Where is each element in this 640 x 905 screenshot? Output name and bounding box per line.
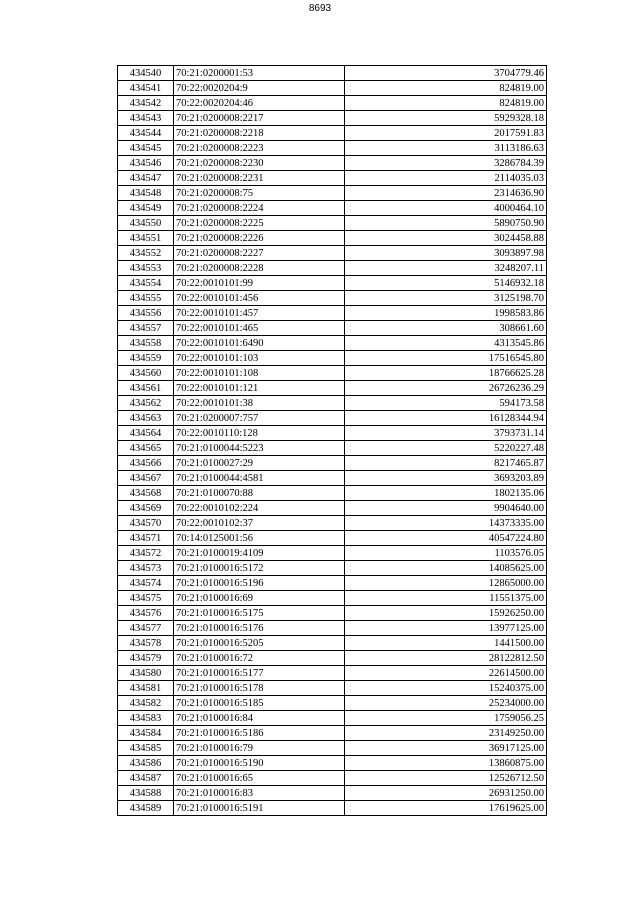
cadastral-value-cell: 17619625.00: [345, 801, 547, 816]
cadastral-value-cell: 2314636.90: [345, 186, 547, 201]
table-row: [118, 606, 547, 621]
row-number-cell: 434565: [118, 441, 174, 456]
cadastral-value-cell: 824819.00: [345, 81, 547, 96]
table-row: [118, 321, 547, 336]
table-row: [118, 771, 547, 786]
row-number-cell: 434578: [118, 636, 174, 651]
cadastral-number-cell: 70:22:0010110:128: [174, 426, 345, 441]
cadastral-value-cell: 15926250.00: [345, 606, 547, 621]
table-row: [118, 471, 547, 486]
row-number-cell: 434542: [118, 96, 174, 111]
cadastral-number-cell: 70:21:0100016:5196: [174, 576, 345, 591]
cadastral-value-cell: 5146932.18: [345, 276, 547, 291]
row-number-cell: 434588: [118, 786, 174, 801]
table-row: [118, 456, 547, 471]
table-row: [118, 366, 547, 381]
row-number-cell: 434560: [118, 366, 174, 381]
row-number-cell: 434547: [118, 171, 174, 186]
row-number-cell: 434548: [118, 186, 174, 201]
cadastral-number-cell: 70:22:0010101:103: [174, 351, 345, 366]
cadastral-value-cell: 1759056.25: [345, 711, 547, 726]
table-row: [118, 351, 547, 366]
cadastral-value-cell: 12526712.50: [345, 771, 547, 786]
table-row: [118, 711, 547, 726]
cadastral-value-cell: 25234000.00: [345, 696, 547, 711]
cadastral-value-table: [117, 65, 547, 816]
row-number-cell: 434568: [118, 486, 174, 501]
cadastral-number-cell: 70:21:0100016:84: [174, 711, 345, 726]
cadastral-number-cell: 70:22:0010101:38: [174, 396, 345, 411]
cadastral-number-cell: 70:21:0100016:65: [174, 771, 345, 786]
table-row: [118, 336, 547, 351]
table-row: [118, 576, 547, 591]
table-row: [118, 276, 547, 291]
table-row: [118, 621, 547, 636]
row-number-cell: 434551: [118, 231, 174, 246]
cadastral-value-cell: 3113186.63: [345, 141, 547, 156]
table-row: [118, 96, 547, 111]
cadastral-value-cell: 3248207.11: [345, 261, 547, 276]
row-number-cell: 434541: [118, 81, 174, 96]
row-number-cell: 434557: [118, 321, 174, 336]
table-row: [118, 591, 547, 606]
cadastral-number-cell: 70:21:0200007:757: [174, 411, 345, 426]
cadastral-value-cell: 5929328.18: [345, 111, 547, 126]
cadastral-value-cell: 22614500.00: [345, 666, 547, 681]
cadastral-number-cell: 70:21:0100019:4109: [174, 546, 345, 561]
cadastral-number-cell: 70:22:0010101:465: [174, 321, 345, 336]
cadastral-number-cell: 70:21:0100070:88: [174, 486, 345, 501]
table-row: [118, 246, 547, 261]
cadastral-number-cell: 70:21:0100016:5177: [174, 666, 345, 681]
cadastral-number-cell: 70:21:0100044:4581: [174, 471, 345, 486]
cadastral-value-cell: 13860875.00: [345, 756, 547, 771]
cadastral-number-cell: 70:21:0100027:29: [174, 456, 345, 471]
cadastral-value-cell: 18766625.28: [345, 366, 547, 381]
table-row: [118, 291, 547, 306]
row-number-cell: 434556: [118, 306, 174, 321]
table-row: [118, 231, 547, 246]
cadastral-value-cell: 1802135.06: [345, 486, 547, 501]
cadastral-number-cell: 70:21:0200008:2231: [174, 171, 345, 186]
cadastral-value-cell: 3693203.89: [345, 471, 547, 486]
cadastral-number-cell: 70:21:0100016:79: [174, 741, 345, 756]
table-row: [118, 66, 547, 81]
row-number-cell: 434575: [118, 591, 174, 606]
table-row: [118, 186, 547, 201]
table-row: [118, 111, 547, 126]
cadastral-number-cell: 70:21:0100016:72: [174, 651, 345, 666]
row-number-cell: 434546: [118, 156, 174, 171]
row-number-cell: 434587: [118, 771, 174, 786]
table-row: [118, 561, 547, 576]
row-number-cell: 434571: [118, 531, 174, 546]
cadastral-number-cell: 70:21:0200008:2218: [174, 126, 345, 141]
cadastral-number-cell: 70:22:0020204:9: [174, 81, 345, 96]
row-number-cell: 434572: [118, 546, 174, 561]
cadastral-value-cell: 11551375.00: [345, 591, 547, 606]
row-number-cell: 434583: [118, 711, 174, 726]
cadastral-number-cell: 70:21:0100044:5223: [174, 441, 345, 456]
row-number-cell: 434550: [118, 216, 174, 231]
cadastral-number-cell: 70:21:0200008:2226: [174, 231, 345, 246]
cadastral-number-cell: 70:21:0200008:75: [174, 186, 345, 201]
cadastral-value-cell: 14373335.00: [345, 516, 547, 531]
cadastral-value-cell: 3793731.14: [345, 426, 547, 441]
cadastral-value-cell: 3093897.98: [345, 246, 547, 261]
table-row: [118, 801, 547, 816]
table-row: [118, 501, 547, 516]
cadastral-number-cell: 70:21:0200001:53: [174, 66, 345, 81]
cadastral-number-cell: 70:21:0100016:5185: [174, 696, 345, 711]
cadastral-value-cell: 26931250.00: [345, 786, 547, 801]
cadastral-number-cell: 70:21:0100016:69: [174, 591, 345, 606]
cadastral-value-cell: 14085625.00: [345, 561, 547, 576]
table-row: [118, 126, 547, 141]
table-row: [118, 381, 547, 396]
cadastral-value-cell: 15240375.00: [345, 681, 547, 696]
table-row: [118, 786, 547, 801]
table-row: [118, 741, 547, 756]
cadastral-value-cell: 2017591.83: [345, 126, 547, 141]
row-number-cell: 434555: [118, 291, 174, 306]
cadastral-value-cell: 4313545.86: [345, 336, 547, 351]
row-number-cell: 434586: [118, 756, 174, 771]
cadastral-value-cell: 1998583.86: [345, 306, 547, 321]
cadastral-value-cell: 40547224.80: [345, 531, 547, 546]
table-row: [118, 516, 547, 531]
cadastral-number-cell: 70:21:0200008:2217: [174, 111, 345, 126]
row-number-cell: 434562: [118, 396, 174, 411]
table-row: [118, 156, 547, 171]
cadastral-value-cell: 13977125.00: [345, 621, 547, 636]
cadastral-number-cell: 70:21:0100016:5205: [174, 636, 345, 651]
row-number-cell: 434577: [118, 621, 174, 636]
table-row: [118, 726, 547, 741]
table-row: [118, 426, 547, 441]
row-number-cell: 434566: [118, 456, 174, 471]
table-row: [118, 171, 547, 186]
table-row: [118, 306, 547, 321]
table-row: [118, 201, 547, 216]
row-number-cell: 434569: [118, 501, 174, 516]
row-number-cell: 434544: [118, 126, 174, 141]
cadastral-value-cell: 4000464.10: [345, 201, 547, 216]
row-number-cell: 434549: [118, 201, 174, 216]
cadastral-number-cell: 70:21:0200008:2224: [174, 201, 345, 216]
cadastral-number-cell: 70:21:0200008:2230: [174, 156, 345, 171]
table-row: [118, 636, 547, 651]
cadastral-number-cell: 70:21:0200008:2227: [174, 246, 345, 261]
row-number-cell: 434561: [118, 381, 174, 396]
cadastral-number-cell: 70:22:0010101:99: [174, 276, 345, 291]
row-number-cell: 434573: [118, 561, 174, 576]
row-number-cell: 434576: [118, 606, 174, 621]
cadastral-number-cell: 70:22:0010102:224: [174, 501, 345, 516]
cadastral-value-cell: 16128344.94: [345, 411, 547, 426]
row-number-cell: 434563: [118, 411, 174, 426]
cadastral-value-cell: 1441500.00: [345, 636, 547, 651]
row-number-cell: 434567: [118, 471, 174, 486]
row-number-cell: 434545: [118, 141, 174, 156]
table-row: [118, 651, 547, 666]
row-number-cell: 434579: [118, 651, 174, 666]
row-number-cell: 434589: [118, 801, 174, 816]
cadastral-number-cell: 70:21:0200008:2223: [174, 141, 345, 156]
row-number-cell: 434570: [118, 516, 174, 531]
cadastral-number-cell: 70:21:0100016:5176: [174, 621, 345, 636]
cadastral-value-cell: 3286784.39: [345, 156, 547, 171]
table-row: [118, 441, 547, 456]
cadastral-number-cell: 70:22:0010101:108: [174, 366, 345, 381]
cadastral-number-cell: 70:22:0010101:456: [174, 291, 345, 306]
row-number-cell: 434580: [118, 666, 174, 681]
row-number-cell: 434584: [118, 726, 174, 741]
cadastral-number-cell: 70:14:0125001:56: [174, 531, 345, 546]
table-row: [118, 486, 547, 501]
cadastral-value-cell: 2114035.03: [345, 171, 547, 186]
table-row: [118, 81, 547, 96]
row-number-cell: 434559: [118, 351, 174, 366]
row-number-cell: 434554: [118, 276, 174, 291]
cadastral-value-cell: 3704779.46: [345, 66, 547, 81]
table-row: [118, 216, 547, 231]
row-number-cell: 434574: [118, 576, 174, 591]
cadastral-number-cell: 70:21:0100016:5191: [174, 801, 345, 816]
cadastral-value-cell: 1103576.05: [345, 546, 547, 561]
table-row: [118, 261, 547, 276]
cadastral-value-cell: 9904640.00: [345, 501, 547, 516]
cadastral-value-cell: 308661.60: [345, 321, 547, 336]
row-number-cell: 434558: [118, 336, 174, 351]
row-number-cell: 434552: [118, 246, 174, 261]
cadastral-value-cell: 5890750.90: [345, 216, 547, 231]
row-number-cell: 434581: [118, 681, 174, 696]
cadastral-value-cell: 5220227.48: [345, 441, 547, 456]
cadastral-number-cell: 70:21:0100016:5190: [174, 756, 345, 771]
cadastral-number-cell: 70:21:0100016:5178: [174, 681, 345, 696]
cadastral-value-cell: 36917125.00: [345, 741, 547, 756]
table-row: [118, 141, 547, 156]
table-row: [118, 666, 547, 681]
cadastral-value-cell: 3125198.70: [345, 291, 547, 306]
table-body: [118, 66, 547, 816]
page-number: 8693: [308, 3, 332, 14]
cadastral-number-cell: 70:21:0100016:5172: [174, 561, 345, 576]
cadastral-number-cell: 70:22:0010101:6490: [174, 336, 345, 351]
cadastral-value-cell: 28122812.50: [345, 651, 547, 666]
cadastral-number-cell: 70:22:0010102:37: [174, 516, 345, 531]
cadastral-value-cell: 594173.58: [345, 396, 547, 411]
cadastral-number-cell: 70:22:0010101:457: [174, 306, 345, 321]
cadastral-value-cell: 23149250.00: [345, 726, 547, 741]
cadastral-number-cell: 70:21:0200008:2228: [174, 261, 345, 276]
table-row: [118, 546, 547, 561]
cadastral-number-cell: 70:21:0100016:83: [174, 786, 345, 801]
table-row: [118, 531, 547, 546]
row-number-cell: 434543: [118, 111, 174, 126]
cadastral-value-cell: 824819.00: [345, 96, 547, 111]
table-row: [118, 756, 547, 771]
row-number-cell: 434553: [118, 261, 174, 276]
table-row: [118, 681, 547, 696]
row-number-cell: 434564: [118, 426, 174, 441]
cadastral-value-cell: 12865000.00: [345, 576, 547, 591]
cadastral-number-cell: 70:21:0100016:5186: [174, 726, 345, 741]
cadastral-value-cell: 8217465.87: [345, 456, 547, 471]
cadastral-value-cell: 26726236.29: [345, 381, 547, 396]
table-row: [118, 696, 547, 711]
cadastral-value-cell: 3024458.88: [345, 231, 547, 246]
cadastral-value-cell: 17516545.80: [345, 351, 547, 366]
row-number-cell: 434585: [118, 741, 174, 756]
cadastral-number-cell: 70:22:0020204:46: [174, 96, 345, 111]
table-row: [118, 411, 547, 426]
table-row: [118, 396, 547, 411]
cadastral-number-cell: 70:21:0100016:5175: [174, 606, 345, 621]
row-number-cell: 434582: [118, 696, 174, 711]
row-number-cell: 434540: [118, 66, 174, 81]
cadastral-number-cell: 70:21:0200008:2225: [174, 216, 345, 231]
cadastral-number-cell: 70:22:0010101:121: [174, 381, 345, 396]
